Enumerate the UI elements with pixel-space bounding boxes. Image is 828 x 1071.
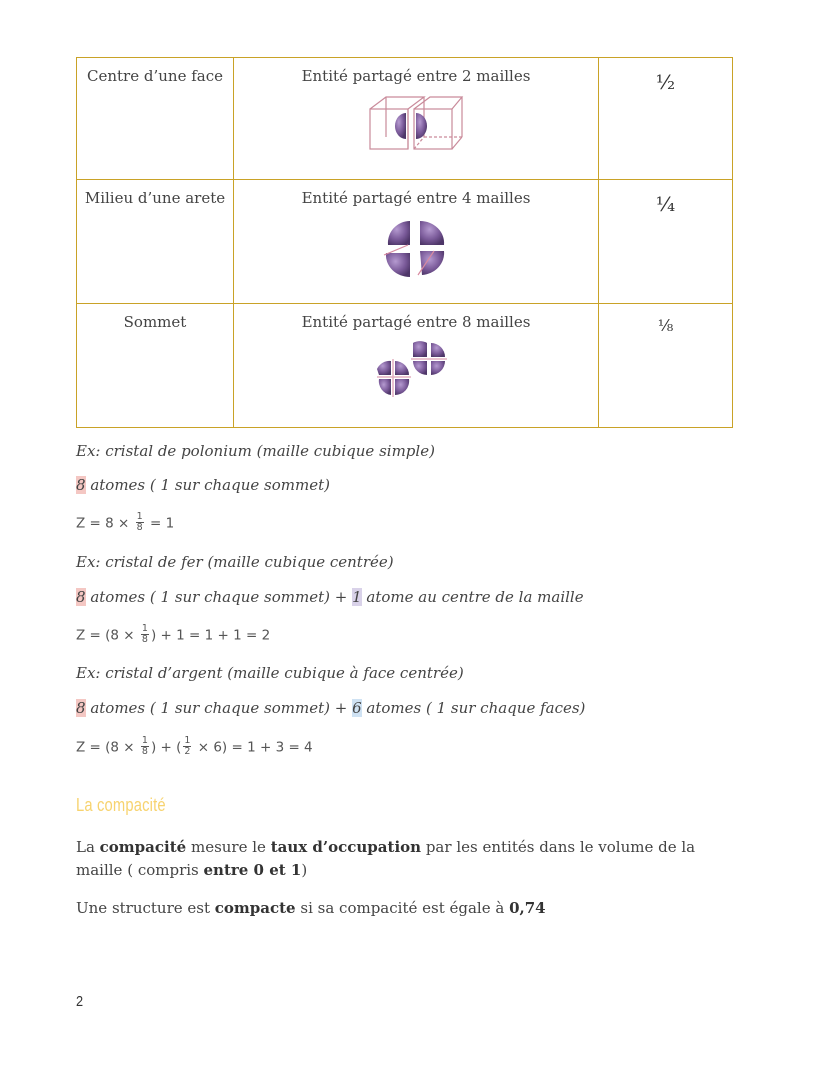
fraction xyxy=(136,512,144,533)
atom-count-line xyxy=(76,587,584,607)
table-row xyxy=(77,304,733,428)
compacity-definition xyxy=(76,836,716,882)
fraction-numerator: 1 xyxy=(136,511,143,522)
description-cell xyxy=(234,304,599,428)
table-row xyxy=(77,58,733,180)
position-cell xyxy=(77,180,234,304)
corner-shared-sphere-icon xyxy=(375,339,457,403)
position-cell xyxy=(77,304,234,428)
text-run: La xyxy=(76,838,100,856)
description-cell xyxy=(234,58,599,180)
example-title: Ex: cristal d’argent (maille cubique à face centrée) xyxy=(76,664,464,682)
formula-part: Z = (8 × xyxy=(76,739,139,756)
example-title: Ex: cristal de fer (maille cubique centrée) xyxy=(76,553,394,571)
atom-count-text: atomes ( 1 sur chaque sommet) xyxy=(85,476,330,494)
fraction-cell xyxy=(599,58,733,180)
text-run: ) xyxy=(301,861,308,879)
fraction xyxy=(141,736,149,757)
atom-count-text: atomes ( 1 sur chaque faces) xyxy=(361,699,586,717)
description-label: Entité partagé entre 8 mailles xyxy=(301,313,531,331)
text-run: mesure le xyxy=(186,838,271,856)
description-label: Entité partagé entre 2 mailles xyxy=(301,67,531,85)
fraction-numerator: 1 xyxy=(184,735,191,746)
formula-part: = 1 xyxy=(145,515,175,532)
text-run: si sa compacité est égale à xyxy=(295,899,510,917)
bold-term: taux d’occupation xyxy=(270,838,422,856)
bold-term: 0,74 xyxy=(509,899,546,917)
table-row xyxy=(77,180,733,304)
sharing-table xyxy=(76,57,733,428)
formula-line xyxy=(76,625,270,646)
bold-term: compacité xyxy=(99,838,187,856)
face-shared-sphere-icon xyxy=(366,93,466,155)
atom-count-highlight: 1 xyxy=(352,588,362,606)
fraction-denominator: 8 xyxy=(141,746,148,757)
atom-count-highlight: 8 xyxy=(76,588,86,606)
atom-count-text: atomes ( 1 sur chaque sommet) + xyxy=(85,588,353,606)
formula-part: Z = 8 × xyxy=(76,515,134,532)
atom-count-text: atome au centre de la maille xyxy=(361,588,584,606)
atom-count-line xyxy=(76,698,585,718)
text-run: Une structure est xyxy=(76,899,215,917)
formula-line xyxy=(76,737,313,758)
bold-term: compacte xyxy=(214,899,296,917)
position-label: Sommet xyxy=(123,313,187,331)
bold-term: entre 0 et 1 xyxy=(203,861,302,879)
fraction xyxy=(183,736,191,757)
formula-part: ) + 1 = 1 + 1 = 2 xyxy=(150,627,271,644)
fraction-denominator: 2 xyxy=(184,746,191,757)
formula-line xyxy=(76,513,174,534)
fraction-value: ¼ xyxy=(655,192,676,216)
compact-structure-statement xyxy=(76,897,716,920)
formula-part: × 6) = 1 + 3 = 4 xyxy=(193,739,313,756)
description-cell xyxy=(234,180,599,304)
atom-count-highlight: 6 xyxy=(352,699,362,717)
atom-count-text: atomes ( 1 sur chaque sommet) + xyxy=(85,699,353,717)
description-label: Entité partagé entre 4 mailles xyxy=(301,189,531,207)
fraction-value: ⅛ xyxy=(657,316,674,335)
fraction-cell xyxy=(599,180,733,304)
atom-count-highlight: 8 xyxy=(76,476,86,494)
text-run: par les entités dans le volume de la maille ( compris xyxy=(76,838,696,879)
fraction xyxy=(141,624,149,645)
edge-shared-sphere-icon xyxy=(378,215,454,281)
formula-part: Z = (8 × xyxy=(76,627,139,644)
position-cell xyxy=(77,58,234,180)
fraction-value: ½ xyxy=(655,70,676,94)
position-label: Milieu d’une arete xyxy=(84,189,226,207)
fraction-numerator: 1 xyxy=(141,735,148,746)
position-label: Centre d’une face xyxy=(87,67,223,85)
fraction-denominator: 8 xyxy=(136,522,143,533)
fraction-cell xyxy=(599,304,733,428)
section-heading: La compacité xyxy=(76,795,166,815)
formula-part: ) + ( xyxy=(150,739,182,756)
fraction-denominator: 8 xyxy=(141,634,148,645)
example-title: Ex: cristal de polonium (maille cubique simple) xyxy=(76,442,435,460)
atom-count-line xyxy=(76,475,330,495)
fraction-numerator: 1 xyxy=(141,623,148,634)
atom-count-highlight: 8 xyxy=(76,699,86,717)
page-number: 2 xyxy=(76,993,84,1010)
